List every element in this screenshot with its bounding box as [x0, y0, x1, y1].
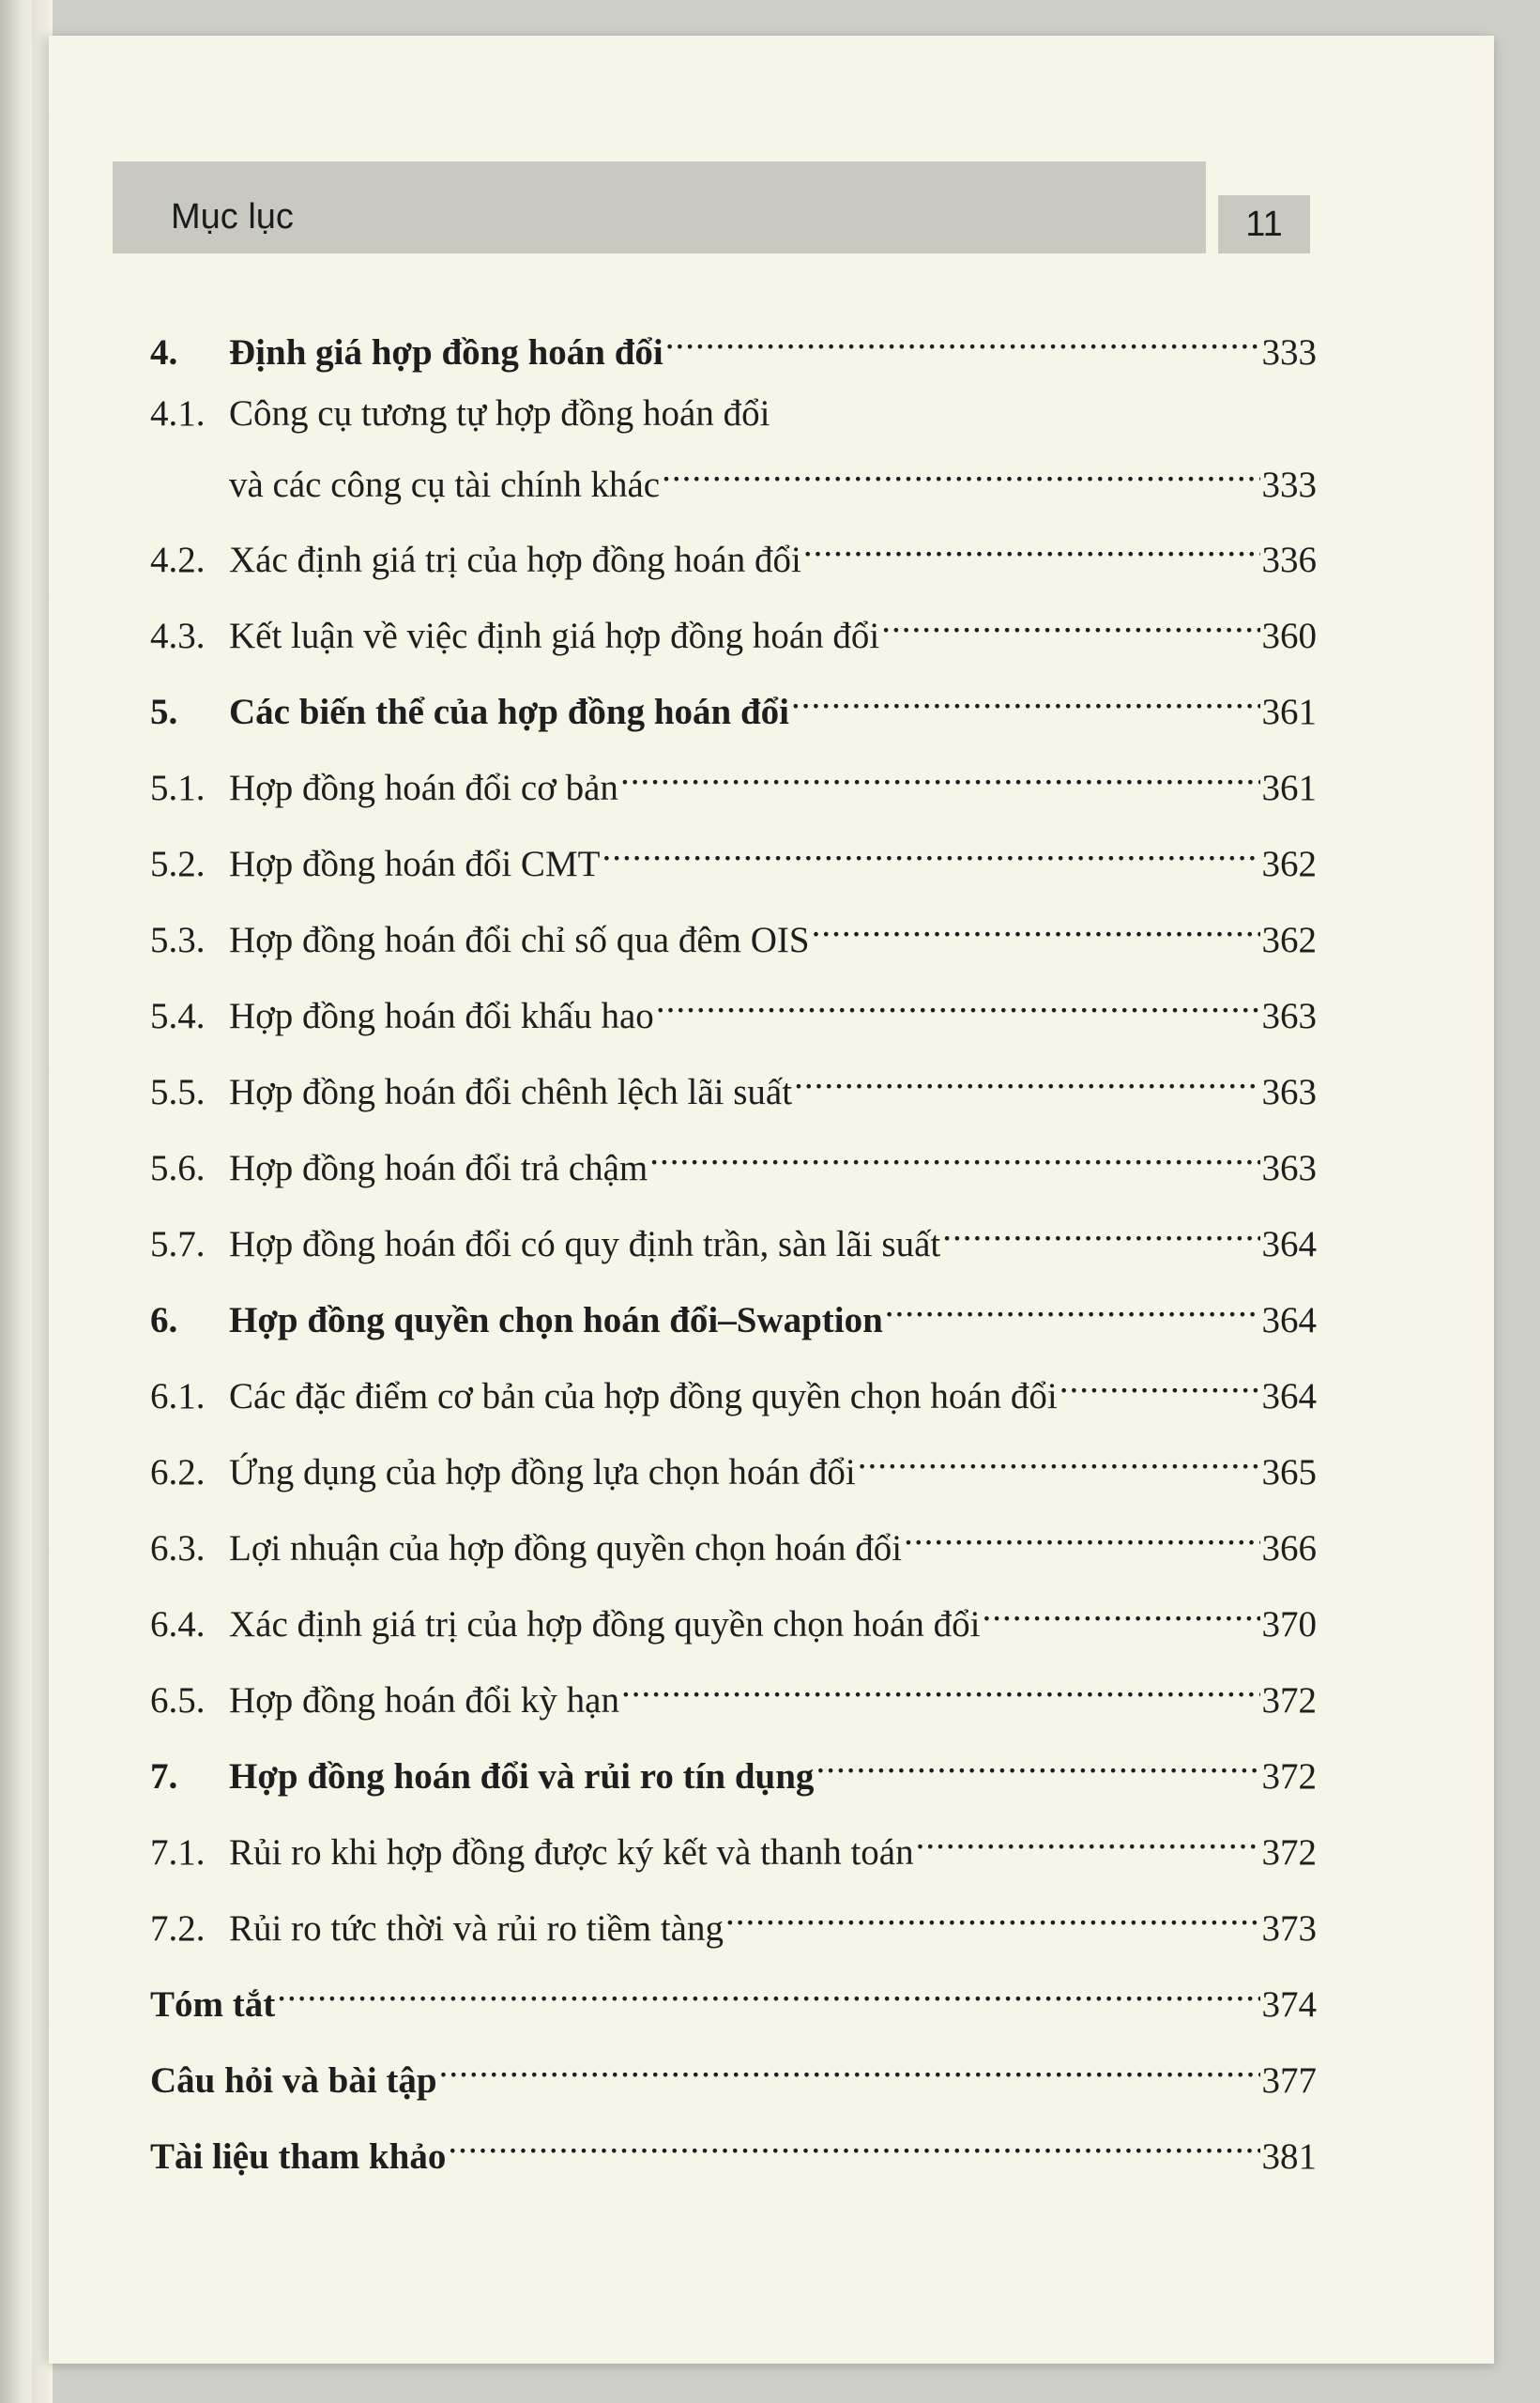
toc-entry — [150, 2116, 1317, 2192]
dot-leader — [1060, 1355, 1260, 1408]
toc-entry-page: 363 — [1261, 1148, 1317, 1188]
toc-entry-title: Hợp đồng hoán đổi chênh lệch lãi suất — [229, 1072, 793, 1112]
toc-entry — [150, 1431, 1317, 1508]
toc-entry — [150, 823, 1317, 899]
dot-leader — [621, 1660, 1260, 1712]
toc-entry — [150, 1736, 1317, 1812]
dot-leader — [881, 595, 1259, 648]
toc-entry-number: 6.1. — [150, 1376, 206, 1416]
dot-leader — [816, 1736, 1259, 1788]
dot-leader — [916, 1812, 1260, 1864]
toc-entry-title: Rủi ro tức thời và rủi ro tiềm tàng — [229, 1908, 724, 1949]
toc-entry-number: 6.3. — [150, 1528, 206, 1569]
toc-entry-number: 5.7. — [150, 1224, 206, 1264]
toc-entry-title: Lợi nhuận của hợp đồng quyền chọn hoán đổi — [229, 1528, 903, 1569]
toc-entry — [150, 2040, 1317, 2116]
dot-leader — [662, 444, 1259, 497]
toc-entry-number: 4.3. — [150, 616, 206, 656]
header-title: Mục lục — [171, 197, 294, 237]
toc-entry-title: Hợp đồng hoán đổi khấu hao — [229, 996, 654, 1036]
toc-entry-title: Các đặc điểm cơ bản của hợp đồng quyền chọn hoán đổi — [229, 1376, 1058, 1416]
table-of-contents — [150, 312, 1317, 2192]
toc-entry-number: 7.2. — [150, 1908, 206, 1949]
toc-entry-page: 373 — [1261, 1908, 1317, 1949]
toc-entry — [150, 899, 1317, 975]
toc-entry-title: Hợp đồng hoán đổi trả chậm — [229, 1148, 648, 1188]
toc-entry-page: 360 — [1261, 616, 1317, 656]
toc-entry — [150, 975, 1317, 1051]
toc-entry-page: 372 — [1261, 1832, 1317, 1873]
dot-leader — [448, 2116, 1259, 2168]
page-number: 11 — [1218, 195, 1310, 253]
toc-entry — [150, 671, 1317, 747]
toc-entry — [150, 1127, 1317, 1203]
toc-entry-title: Hợp đồng hoán đổi và rủi ro tín dụng — [229, 1756, 815, 1797]
toc-entry-title: Xác định giá trị của hợp đồng hoán đổi — [229, 540, 801, 580]
toc-entry — [150, 1584, 1317, 1660]
dot-leader — [602, 823, 1259, 876]
toc-entry-title: Hợp đồng hoán đổi kỳ hạn — [229, 1680, 619, 1721]
toc-entry-number: 5.5. — [150, 1072, 206, 1112]
toc-entry-title: Kết luận về việc định giá hợp đồng hoán đổi — [229, 616, 880, 656]
toc-entry-title-line1: Công cụ tương tự hợp đồng hoán đổi — [229, 393, 770, 434]
toc-entry-page: 365 — [1261, 1452, 1317, 1492]
dot-leader — [620, 747, 1260, 800]
toc-entry-title: Hợp đồng quyền chọn hoán đổi–Swaption — [229, 1300, 883, 1340]
toc-entry-page: 364 — [1261, 1300, 1317, 1340]
toc-entry-page: 374 — [1261, 1984, 1317, 2025]
toc-entry-number: 4. — [150, 332, 178, 373]
toc-entry-title: và các công cụ tài chính khác — [229, 465, 661, 505]
toc-entry-page: 363 — [1261, 1072, 1317, 1112]
toc-entry — [150, 747, 1317, 823]
toc-entry — [150, 1203, 1317, 1279]
toc-entry-number: 4.1. — [150, 393, 206, 434]
dot-leader — [812, 899, 1260, 952]
toc-entry-number: 7.1. — [150, 1832, 206, 1873]
toc-entry-page: 366 — [1261, 1528, 1317, 1569]
toc-entry — [150, 388, 1317, 519]
toc-entry-page: 364 — [1261, 1224, 1317, 1264]
toc-entry-number: 5.1. — [150, 768, 206, 808]
toc-entry-title: Tóm tắt — [150, 1984, 276, 2025]
dot-leader — [794, 1051, 1259, 1104]
toc-entry — [150, 1279, 1317, 1355]
toc-entry-page: 364 — [1261, 1376, 1317, 1416]
toc-entry-page: 361 — [1261, 692, 1317, 732]
toc-entry-number: 6.2. — [150, 1452, 206, 1492]
toc-entry-page: 372 — [1261, 1756, 1317, 1797]
toc-entry-page: 333 — [1261, 332, 1317, 373]
toc-entry-title: Hợp đồng hoán đổi CMT — [229, 844, 601, 884]
dot-leader — [665, 312, 1260, 364]
toc-entry-page: 381 — [1261, 2136, 1317, 2177]
toc-entry-number: 5.2. — [150, 844, 206, 884]
toc-entry-number: 6.5. — [150, 1680, 206, 1721]
dot-leader — [942, 1203, 1259, 1256]
toc-entry — [150, 1812, 1317, 1888]
toc-entry — [150, 1355, 1317, 1431]
toc-entry-title: Câu hỏi và bài tập — [150, 2060, 437, 2101]
toc-entry-page: 362 — [1261, 844, 1317, 884]
dot-leader — [982, 1584, 1259, 1636]
toc-entry-title: Xác định giá trị của hợp đồng quyền chọn hoán đổi — [229, 1604, 981, 1645]
toc-entry-page: 363 — [1261, 996, 1317, 1036]
toc-entry-page: 361 — [1261, 768, 1317, 808]
dot-leader — [803, 519, 1260, 572]
toc-entry-page: 333 — [1261, 465, 1317, 505]
dot-leader — [725, 1888, 1260, 1940]
dot-leader — [439, 2040, 1260, 2092]
toc-entry-page: 370 — [1261, 1604, 1317, 1645]
dot-leader — [656, 975, 1260, 1028]
toc-entry-title: Các biến thể của hợp đồng hoán đổi — [229, 692, 789, 732]
toc-entry — [150, 1660, 1317, 1736]
toc-entry-page: 362 — [1261, 920, 1317, 960]
toc-entry — [150, 1888, 1317, 1964]
dot-leader — [791, 671, 1260, 724]
dot-leader — [885, 1279, 1260, 1332]
toc-entry-number: 6. — [150, 1300, 178, 1340]
toc-entry-number: 5.4. — [150, 996, 206, 1036]
toc-entry-title: Hợp đồng hoán đổi có quy định trần, sàn lãi suất — [229, 1224, 941, 1264]
dot-leader — [904, 1508, 1259, 1560]
toc-entry-number: 5. — [150, 692, 178, 732]
toc-entry — [150, 1508, 1317, 1584]
dot-leader — [277, 1964, 1259, 2016]
toc-entry-title: Rủi ro khi hợp đồng được ký kết và thanh toán — [229, 1832, 914, 1873]
toc-entry-number: 6.4. — [150, 1604, 206, 1645]
toc-entry-page: 372 — [1261, 1680, 1317, 1721]
dot-leader — [649, 1127, 1259, 1180]
dot-leader — [858, 1431, 1260, 1484]
toc-entry-page: 377 — [1261, 2060, 1317, 2101]
toc-entry — [150, 595, 1317, 671]
toc-entry-number: 5.6. — [150, 1148, 206, 1188]
toc-entry-title: Hợp đồng hoán đổi chỉ số qua đêm OIS — [229, 920, 810, 960]
toc-entry — [150, 519, 1317, 595]
toc-entry-page: 336 — [1261, 540, 1317, 580]
toc-entry-title: Định giá hợp đồng hoán đổi — [229, 332, 663, 373]
toc-entry — [150, 1051, 1317, 1127]
toc-entry-number: 4.2. — [150, 540, 206, 580]
toc-entry — [150, 312, 1317, 388]
toc-entry-title: Ứng dụng của hợp đồng lựa chọn hoán đổi — [229, 1452, 856, 1492]
toc-entry-number: 7. — [150, 1756, 178, 1797]
toc-entry-title: Tài liệu tham khảo — [150, 2136, 447, 2177]
toc-entry — [150, 1964, 1317, 2040]
toc-entry-title: Hợp đồng hoán đổi cơ bản — [229, 768, 618, 808]
toc-entry-number: 5.3. — [150, 920, 206, 960]
